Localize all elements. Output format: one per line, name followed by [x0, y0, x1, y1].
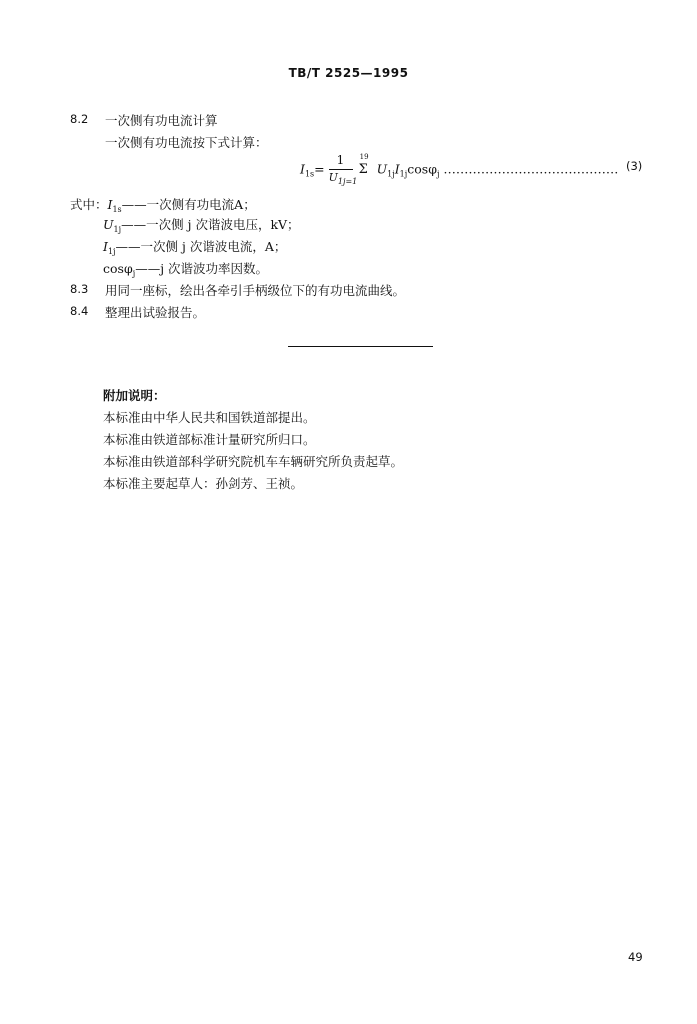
formula-term-i: I	[394, 161, 400, 177]
summation-upper-limit: 19	[359, 153, 369, 161]
where-sub-2: 1j	[113, 225, 122, 234]
formula-3	[300, 153, 618, 187]
formula-fraction	[328, 153, 358, 187]
formula-term-u-sub: 1j	[387, 169, 395, 179]
page-number: 49	[628, 950, 643, 964]
formula-equals: =	[314, 161, 325, 177]
notes-line-4: 本标准主要起草人：孙剑芳、王祯。	[103, 476, 304, 491]
formula-leader-dots: ……………………………………	[443, 161, 619, 177]
where-sym-1: I	[107, 197, 113, 212]
notes-line-3: 本标准由铁道部科学研究院机车车辆研究所负责起草。	[103, 454, 404, 469]
where-block-3	[103, 237, 286, 256]
document-header: TB/T 2525—1995	[288, 66, 409, 80]
where-sub-4: j	[132, 269, 136, 278]
section-number-8-3: 8.3	[70, 282, 89, 296]
where-desc-1: ——一次侧有功电流A；	[121, 197, 256, 212]
formula-lhs: I	[300, 161, 305, 177]
where-desc-3: ——一次侧 j 次谐波电流，A；	[115, 239, 287, 254]
formula-term-i-sub: 1j	[399, 169, 408, 179]
formula-term-cos-sub: j	[436, 169, 440, 179]
where-desc-2: ——一次侧 j 次谐波电压，kV；	[121, 217, 300, 232]
where-sym-2: U	[103, 217, 114, 232]
notes-line-2: 本标准由铁道部标准计量研究所归口。	[103, 432, 316, 447]
separator-line	[288, 346, 433, 347]
fraction-numerator: 1	[336, 153, 345, 167]
summation-sigma: Σ	[358, 162, 368, 177]
where-sym-4: cosφ	[103, 261, 133, 276]
notes-line-1: 本标准由中华人民共和国铁道部提出。	[103, 410, 316, 425]
fraction-denominator	[329, 171, 358, 186]
formula-intro: 一次侧有功电流按下式计算：	[105, 135, 268, 150]
notes-title: 附加说明：	[103, 388, 166, 403]
fraction-bar	[329, 169, 353, 170]
formula-number: (3)	[626, 159, 643, 173]
where-sub-1: 1s	[112, 205, 122, 214]
section-text-8-3: 用同一座标，绘出各牵引手柄级位下的有功电流曲线。	[105, 283, 406, 298]
formula-term-cos: cosφ	[407, 161, 437, 177]
section-text-8-4: 整理出试验报告。	[105, 305, 206, 320]
section-number-8-4: 8.4	[70, 304, 89, 318]
where-block-2	[103, 215, 300, 234]
where-lead: 式中：	[70, 197, 108, 212]
where-sub-3: 1j	[107, 247, 116, 256]
section-title-8-2: 一次侧有功电流计算	[105, 113, 218, 128]
where-block-4	[103, 259, 268, 278]
where-block-1	[70, 195, 256, 214]
formula-lhs-sub: 1s	[304, 169, 315, 179]
where-desc-4: ——j 次谐波功率因数。	[135, 261, 269, 276]
formula-term-u: U	[376, 161, 388, 177]
formula-summation	[357, 153, 373, 187]
section-number-8-2: 8.2	[70, 112, 89, 126]
fraction-den-symbol: U	[328, 171, 338, 184]
where-sym-3: I	[103, 239, 108, 254]
fraction-den-sub: 1j=1	[337, 177, 358, 186]
